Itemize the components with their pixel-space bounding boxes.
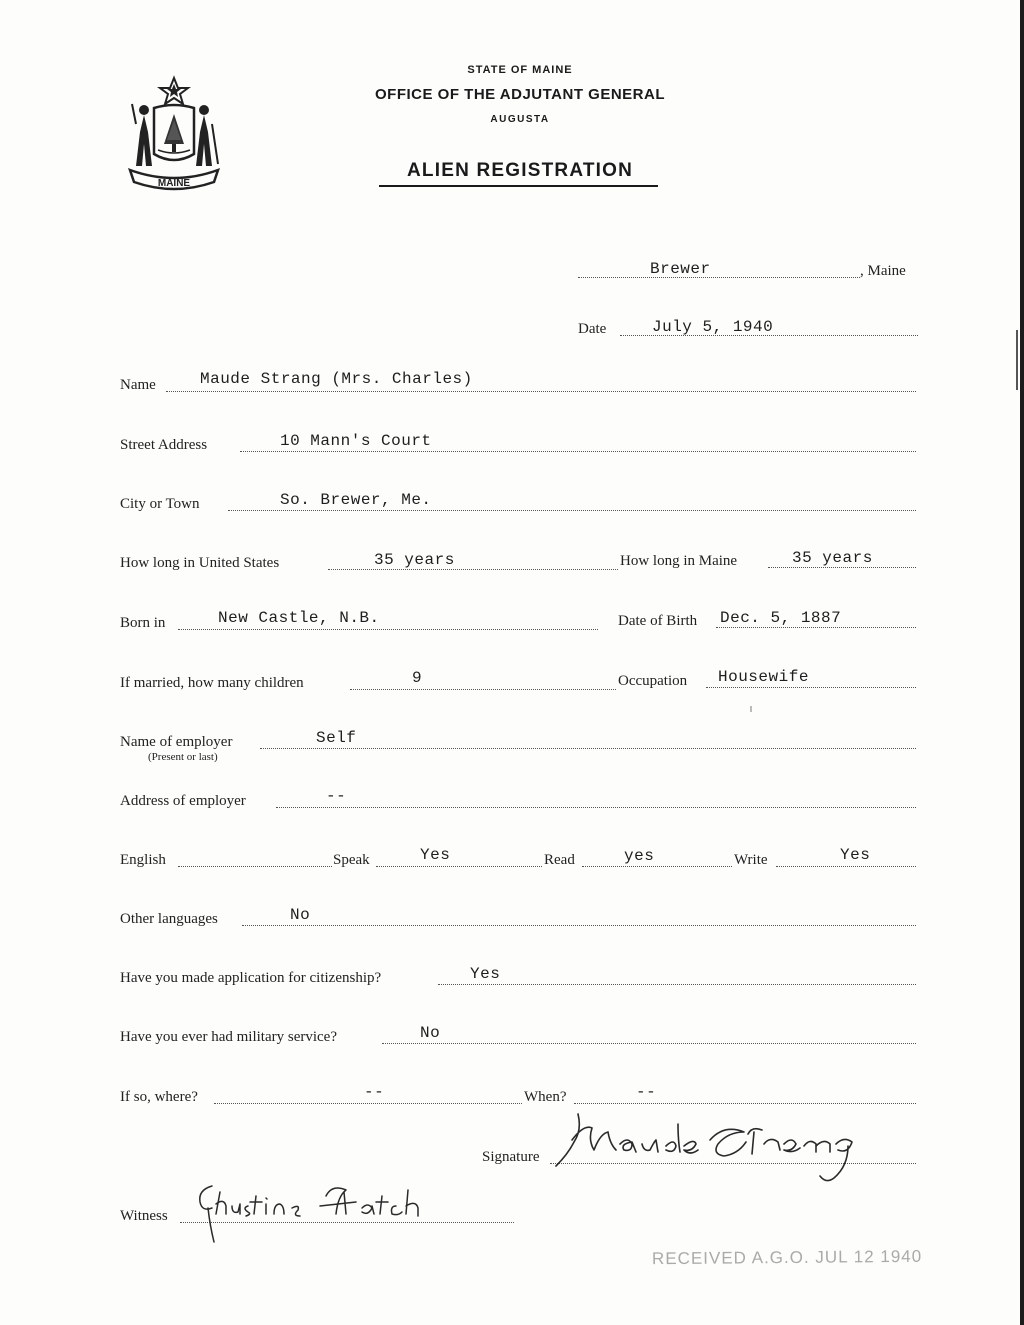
employer-address-dotted-line [276,807,916,808]
svg-text:MAINE: MAINE [157,178,191,189]
other-languages-value: No [290,906,311,924]
employer-label: Name of employer [120,734,233,750]
date-of-birth-value: Dec. 5, 1887 [720,609,842,627]
children-value: 9 [412,669,423,687]
speak-dotted-line [376,866,542,867]
english-label: English [120,852,166,868]
scan-edge-mark [1016,330,1018,390]
speak-value: Yes [420,846,451,864]
born-in-value: New Castle, N.B. [218,609,380,627]
state-heading: STATE OF MAINE [467,64,573,76]
born-in-dotted-line [178,629,598,630]
location-suffix: , Maine [860,263,906,279]
children-dotted-line [350,689,616,690]
write-dotted-line [776,866,916,867]
city-dotted-line [228,510,916,511]
name-dotted-line [166,391,916,392]
employer-address-value: -- [326,787,347,805]
city-label: City or Town [120,496,200,512]
when-dotted-line [574,1103,916,1104]
title-underline [379,185,658,187]
occupation-label: Occupation [618,673,688,689]
military-dotted-line [382,1043,916,1044]
how-long-us-dotted-line [328,569,618,570]
city-heading: AUGUSTA [490,114,550,125]
how-long-us-value: 35 years [374,551,455,569]
write-label: Write [734,852,768,868]
date-value: July 5, 1940 [652,318,774,336]
name-label: Name [120,377,156,393]
form-title: ALIEN REGISTRATION [406,160,634,181]
children-label: If married, how many children [120,675,304,691]
date-of-birth-label: Date of Birth [618,613,698,629]
citizenship-value: Yes [470,965,501,983]
scan-edge [1020,0,1024,1325]
received-stamp: RECEIVED A.G.O. JUL 12 1940 [651,1246,923,1269]
when-label: When? [524,1089,567,1105]
employer-address-label: Address of employer [120,793,246,809]
where-value: -- [364,1083,385,1101]
location-dotted-line [578,277,860,278]
city-value: So. Brewer, Me. [280,491,432,509]
write-value: Yes [840,846,871,864]
english-dotted-line [178,866,332,867]
scan-speck [750,706,752,712]
witness-label: Witness [120,1208,168,1224]
date-label: Date [578,321,607,337]
street-label: Street Address [120,437,208,453]
employer-sublabel: (Present or last) [148,751,218,763]
where-dotted-line [214,1103,522,1104]
how-long-maine-label: How long in Maine [620,553,738,569]
citizenship-label: Have you made application for citizenship? [120,970,382,986]
other-languages-label: Other languages [120,911,218,927]
date-of-birth-dotted-line [716,627,916,628]
speak-label: Speak [333,852,370,868]
how-long-maine-value: 35 years [792,549,873,567]
occupation-value: Housewife [718,668,809,686]
read-value: yes [624,847,655,865]
born-in-label: Born in [120,615,166,631]
where-label: If so, where? [120,1089,198,1105]
location-town-value: Brewer [650,260,711,278]
witness-signature-image [196,1178,446,1248]
office-heading: OFFICE OF THE ADJUTANT GENERAL [375,86,665,103]
occupation-dotted-line [706,687,916,688]
employer-value: Self [316,729,357,747]
military-value: No [420,1024,441,1042]
street-value: 10 Mann's Court [280,432,432,450]
signature-image [548,1110,868,1190]
signature-label: Signature [482,1149,540,1165]
military-label: Have you ever had military service? [120,1029,337,1045]
when-value: -- [636,1083,657,1101]
read-dotted-line [582,866,732,867]
employer-dotted-line [260,748,916,749]
street-dotted-line [240,451,916,452]
read-label: Read [544,852,575,868]
how-long-maine-dotted-line [768,567,916,568]
other-languages-dotted-line [242,925,916,926]
signature-name [600,1190,601,1191]
how-long-us-label: How long in United States [120,555,280,571]
name-value: Maude Strang (Mrs. Charles) [200,370,473,388]
citizenship-dotted-line [438,984,916,985]
